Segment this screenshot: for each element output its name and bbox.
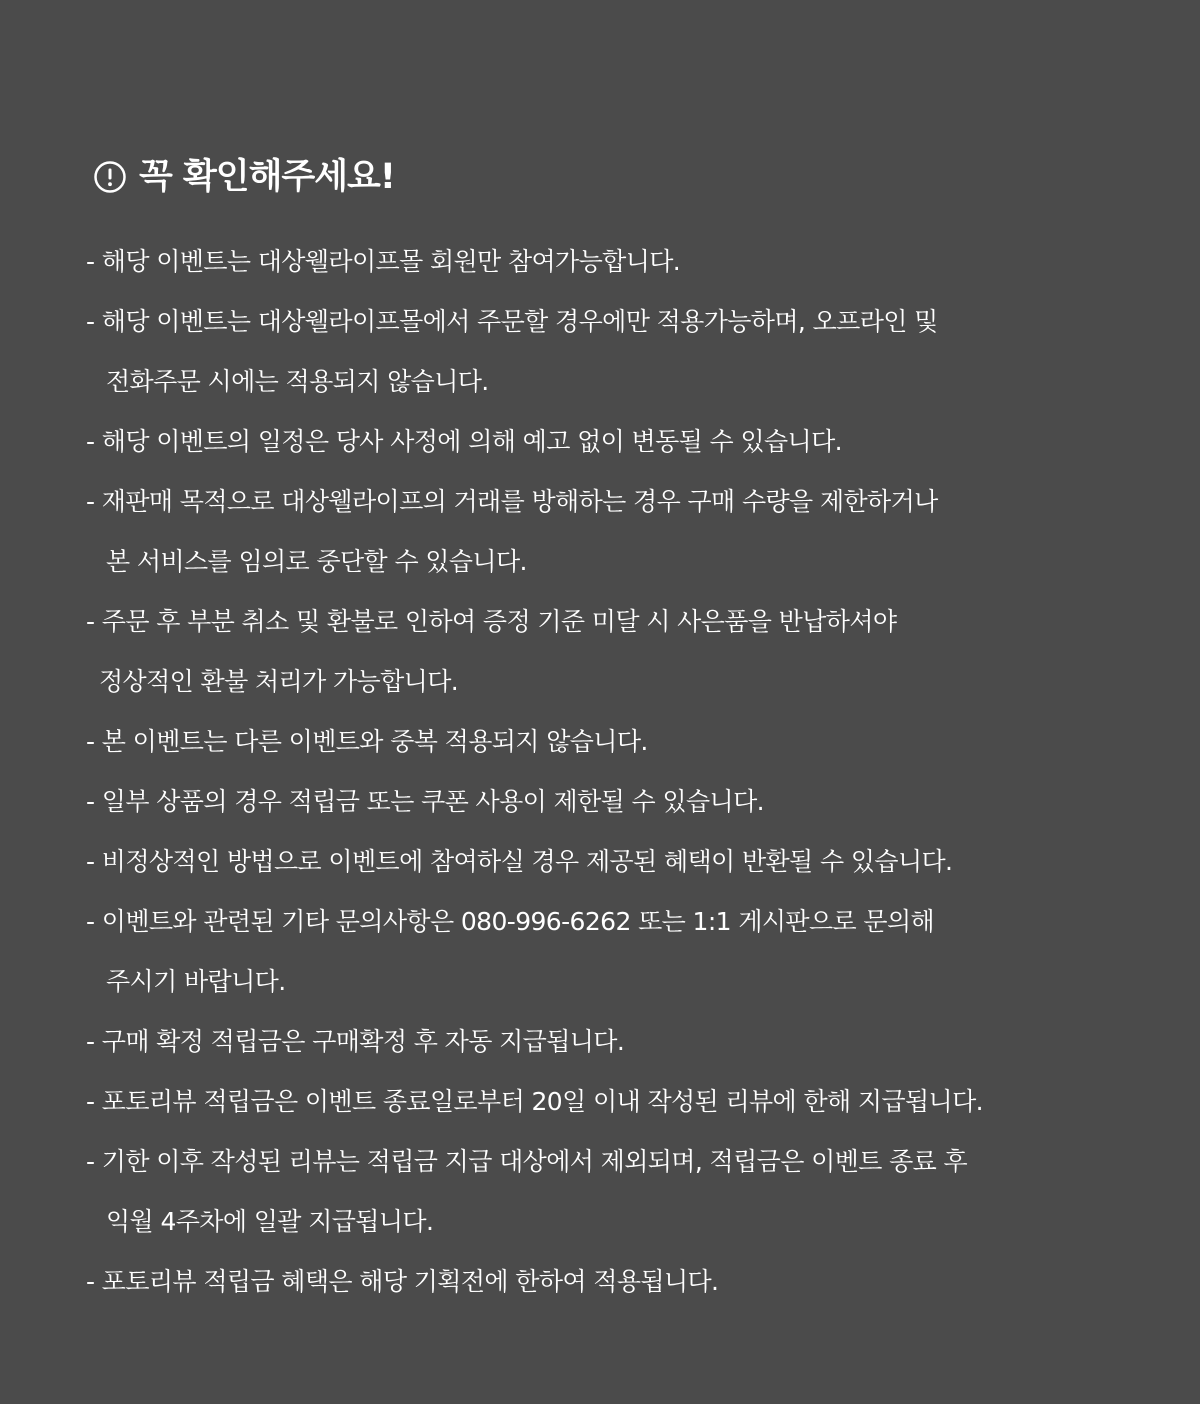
notice-line-continued: 정상적인 환불 처리가 가능합니다. [99, 667, 459, 696]
notice-line-continued: 본 서비스를 임의로 중단할 수 있습니다. [106, 547, 527, 576]
notice-line: - 해당 이벤트는 대상웰라이프몰에서 주문할 경우에만 적용가능하며, 오프라인 및 [86, 307, 938, 336]
notice-line: - 일부 상품의 경우 적립금 또는 쿠폰 사용이 제한될 수 있습니다. [86, 787, 764, 816]
notice-line: - 비정상적인 방법으로 이벤트에 참여하실 경우 제공된 혜택이 반환될 수 있습니다. [86, 847, 953, 876]
notice-header [93, 153, 395, 201]
notice-line: - 포토리뷰 적립금 혜택은 해당 기획전에 한하여 적용됩니다. [86, 1267, 719, 1296]
notice-line-continued: 주시기 바랍니다. [106, 967, 286, 996]
notice-line-continued: 전화주문 시에는 적용되지 않습니다. [106, 367, 489, 396]
notice-line: - 재판매 목적으로 대상웰라이프의 거래를 방해하는 경우 구매 수량을 제한하거나 [86, 487, 938, 516]
notice-line: - 기한 이후 작성된 리뷰는 적립금 지급 대상에서 제외되며, 적립금은 이벤트 종료 후 [86, 1147, 968, 1176]
notice-line-continued: 익월 4주차에 일괄 지급됩니다. [106, 1207, 434, 1236]
notice-line: - 이벤트와 관련된 기타 문의사항은 080-996-6262 또는 1:1 게시판으로 문의해 [86, 907, 935, 936]
notice-line: - 주문 후 부분 취소 및 환불로 인하여 증정 기준 미달 시 사은품을 반납하셔야 [86, 607, 897, 636]
notice-line: - 해당 이벤트는 대상웰라이프몰 회원만 참여가능합니다. [86, 247, 681, 276]
notice-line: - 구매 확정 적립금은 구매확정 후 자동 지급됩니다. [86, 1027, 625, 1056]
notice-line: - 본 이벤트는 다른 이벤트와 중복 적용되지 않습니다. [86, 727, 648, 756]
notice-line: - 해당 이벤트의 일정은 당사 사정에 의해 예고 없이 변동될 수 있습니다. [86, 427, 842, 456]
notice-line: - 포토리뷰 적립금은 이벤트 종료일로부터 20일 이내 작성된 리뷰에 한해 지급됩니다. [86, 1087, 984, 1116]
exclamation-circle-icon [93, 160, 127, 194]
notice-title: 꼭 확인해주세요! [139, 157, 395, 197]
